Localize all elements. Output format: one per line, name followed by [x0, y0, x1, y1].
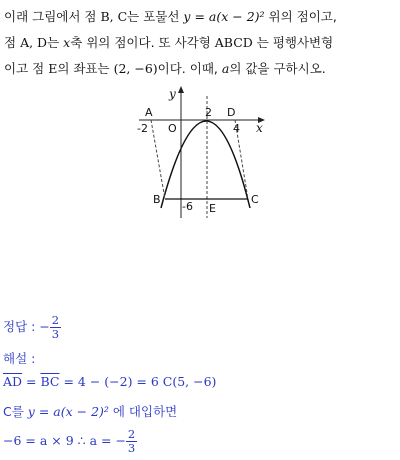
text: C를 — [3, 404, 28, 419]
text: 이고 점 — [4, 61, 49, 76]
answer-line — [3, 314, 61, 341]
label-m2: -2 — [137, 122, 148, 135]
points-bc: B, C — [100, 9, 128, 24]
text: 의 값을 구하시오. — [229, 61, 326, 76]
var-a: a — [221, 61, 230, 76]
parabola-figure — [125, 82, 275, 232]
answer-fraction — [50, 314, 61, 341]
problem-line-3 — [4, 56, 398, 82]
problem-line-2 — [4, 30, 398, 56]
text: 는 포물선 — [127, 9, 184, 24]
answer-numerator: 2 — [51, 313, 60, 327]
label-d: D — [227, 106, 236, 119]
point-e: E — [48, 61, 58, 76]
var-x: x — [63, 35, 71, 50]
result-denominator: 3 — [127, 441, 136, 455]
answer-denominator: 3 — [51, 327, 60, 341]
label-4: 4 — [233, 122, 240, 135]
coord-e: (2, −6) — [113, 61, 158, 76]
text: 축 위의 점이다. 또 사각형 — [70, 35, 215, 50]
text: = 4 − (−2) = 6 C(5, −6) — [59, 374, 217, 389]
text: 의 좌표는 — [57, 61, 114, 76]
text: 이다. 이때, — [157, 61, 222, 76]
answer-sign: − — [39, 319, 50, 334]
text: 점 — [4, 35, 21, 50]
result-numerator: 2 — [127, 427, 136, 441]
solution-line-1 — [3, 374, 216, 389]
text: −6 = a × 9 ∴ a = − — [3, 433, 126, 448]
label-o: O — [168, 122, 177, 135]
text: 이래 그림에서 점 — [4, 9, 101, 24]
text: 위의 점이고, — [264, 9, 337, 24]
label-a: A — [145, 106, 153, 119]
label-b: B — [153, 193, 161, 206]
answer-label: 정답 : — [3, 319, 40, 334]
parabola-equation: y = a(x − 2)² — [183, 9, 265, 24]
segment-bc-label: $\overline{BC}$ — [40, 374, 60, 389]
text: = — [22, 374, 41, 389]
solution-line-2 — [3, 402, 177, 420]
text: 에 대입하면 — [108, 404, 178, 419]
problem-line-1 — [4, 4, 398, 30]
points-ad: A, D — [20, 35, 48, 50]
result-fraction — [126, 428, 137, 455]
label-y: y — [169, 87, 176, 101]
solution-title: 해설 : — [3, 351, 36, 366]
label-c: C — [251, 193, 259, 206]
segment-ad-label: $\overline{AD}$ — [3, 374, 23, 389]
segment-ab — [151, 120, 165, 199]
text: 는 — [47, 35, 64, 50]
label-e: E — [209, 202, 216, 215]
text: 는 평행사변형 — [252, 35, 334, 50]
y-axis-arrow — [178, 86, 184, 93]
label-m6: -6 — [182, 200, 193, 213]
label-2: 2 — [205, 106, 212, 119]
solution-line-3 — [3, 428, 137, 455]
problem-text — [4, 4, 398, 82]
quad-abcd: ABCD — [214, 35, 253, 50]
parabola-equation: y = a(x − 2)² — [27, 404, 109, 419]
label-x: x — [256, 121, 263, 135]
